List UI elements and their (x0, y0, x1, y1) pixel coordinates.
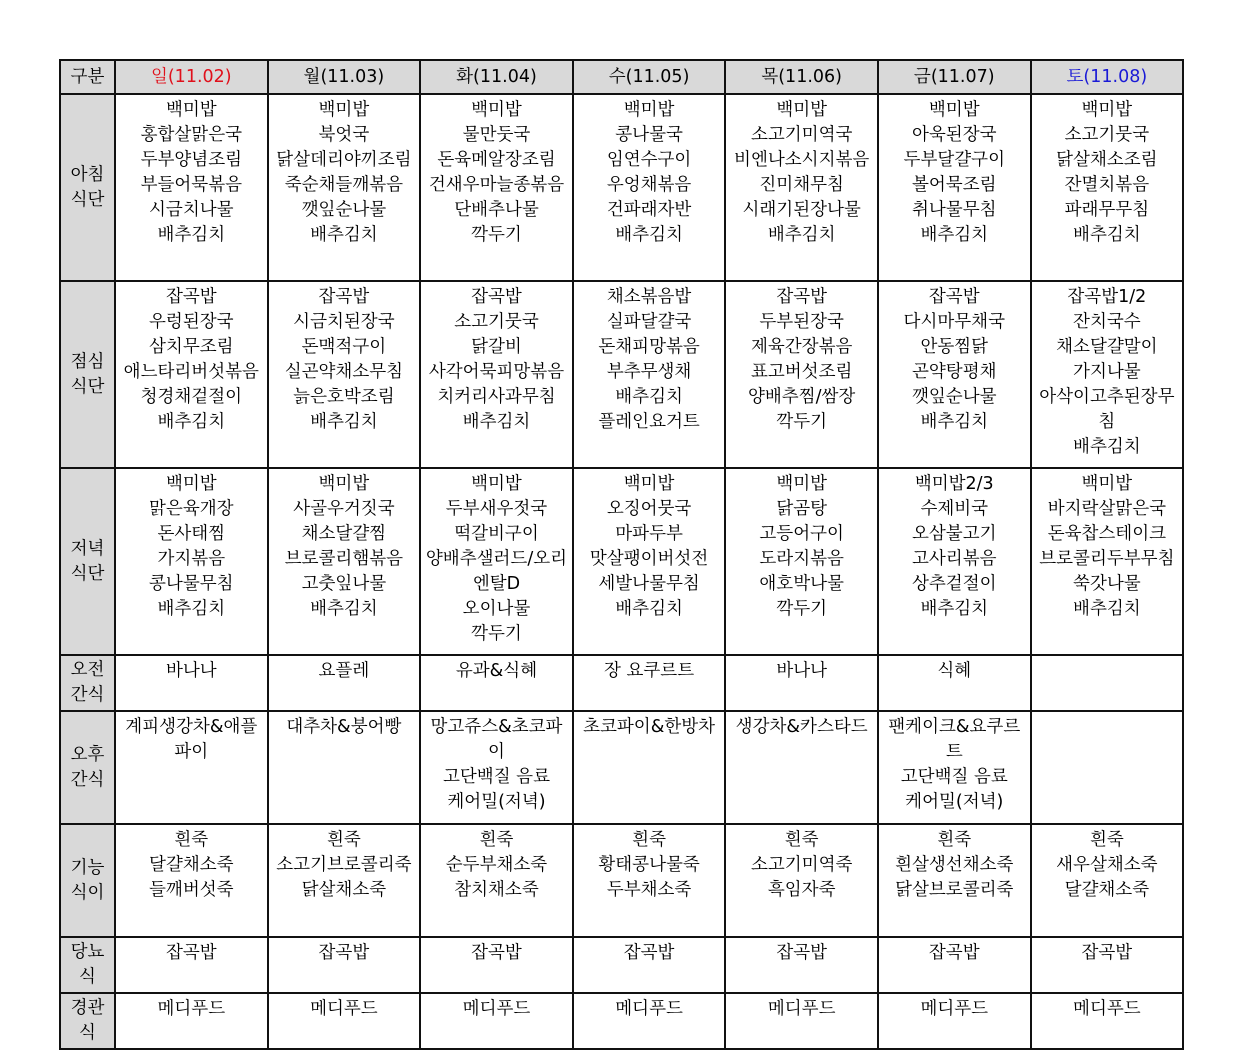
menu-line: 맛살팽이버섯전 (589, 549, 709, 569)
menu-line: 두부새우젓국 (445, 499, 548, 519)
menu-line: 배추김치 (310, 599, 378, 619)
menu-cell-functional-diet-sat (1031, 824, 1184, 937)
menu-line: 식 (79, 967, 96, 987)
menu-line: 닭살브로콜리죽 (895, 880, 1014, 900)
menu-line: 배추김치 (157, 599, 226, 619)
day-header-wed: 수(11.05) (573, 60, 726, 94)
menu-line: 달걀채소죽 (149, 855, 234, 875)
menu-line: 배추김치 (920, 225, 989, 245)
menu-line: 오삼불고기 (912, 524, 997, 544)
menu-line: 잡곡밥 (471, 943, 522, 963)
menu-line: 애느타리버섯볶음 (123, 362, 259, 382)
menu-line: 메디푸드 (1073, 999, 1141, 1019)
menu-cell-morning-snack-thu (725, 655, 878, 711)
header-row (60, 60, 1183, 94)
menu-line: 백미밥 (1081, 100, 1133, 120)
menu-cell-functional-diet-thu (725, 824, 878, 937)
menu-cell-functional-diet-tue (420, 824, 573, 937)
menu-line: 실곤약채소무침 (284, 362, 404, 382)
menu-line: 배추김치 (462, 412, 531, 432)
menu-line: 닭갈비 (471, 337, 522, 357)
menu-cell-functional-diet-mon (268, 824, 421, 937)
menu-line: 상추겉절이 (912, 574, 997, 594)
menu-line: 바나나 (776, 661, 828, 681)
row-label-breakfast (60, 94, 115, 281)
menu-line: 흰죽 (632, 830, 666, 850)
menu-line: 채소달걀말이 (1056, 337, 1158, 357)
day-header-sun: 일(11.02) (115, 60, 268, 94)
menu-line: 배추김치 (920, 599, 989, 619)
row-label-functional-diet (60, 824, 115, 937)
menu-line: 장 요쿠르트 (604, 661, 695, 681)
menu-line: 메디푸드 (157, 999, 226, 1019)
menu-line: 흰죽 (937, 830, 972, 850)
menu-cell-morning-snack-wed (573, 655, 726, 711)
row-label-tube-feeding (60, 993, 115, 1049)
menu-line: 백미밥 (165, 100, 217, 120)
table-row-afternoon-snack (60, 711, 1183, 824)
menu-cell-morning-snack-mon (268, 655, 421, 711)
menu-line: 맑은육개장 (149, 499, 234, 519)
table-row-tube-feeding (60, 993, 1183, 1049)
row-label-morning-snack (60, 655, 115, 711)
menu-line: 점심 (70, 351, 105, 372)
menu-line: 케어밀(저녁) (905, 792, 1004, 812)
menu-line: 깻잎순나물 (301, 200, 387, 220)
menu-line: 깍두기 (471, 624, 522, 644)
menu-line: 백미밥 (776, 474, 828, 494)
menu-line: 식이 (70, 882, 105, 903)
menu-line: 백미밥 (623, 100, 675, 120)
menu-line: 참치채소죽 (454, 880, 539, 900)
menu-line: 백미밥2/3 (914, 474, 994, 494)
menu-cell-diabetic-diet-sat (1031, 937, 1184, 993)
menu-line: 깍두기 (776, 599, 828, 619)
menu-line: 닭살채소조림 (1056, 150, 1158, 170)
menu-cell-diabetic-diet-fri (878, 937, 1031, 993)
menu-cell-breakfast-wed (573, 94, 726, 281)
menu-line: 잡곡밥 (776, 943, 828, 963)
table-row-lunch (60, 281, 1183, 468)
menu-line: 팬케이크&요쿠르트 (888, 717, 1021, 762)
menu-line: 삼치무조림 (149, 337, 234, 357)
menu-cell-diabetic-diet-tue (420, 937, 573, 993)
menu-line: 세발나물무침 (598, 574, 700, 594)
menu-cell-lunch-fri (878, 281, 1031, 468)
menu-line: 북엇국 (318, 125, 370, 145)
menu-cell-diabetic-diet-wed (573, 937, 726, 993)
menu-cell-dinner-sun (115, 468, 268, 655)
menu-line: 배추김치 (615, 387, 683, 407)
menu-line: 백미밥 (928, 100, 980, 120)
menu-line: 시래기된장나물 (742, 200, 861, 220)
menu-line: 표고버섯조림 (750, 362, 853, 382)
menu-cell-tube-feeding-sun (115, 993, 268, 1049)
menu-line: 간식 (70, 769, 105, 790)
menu-line: 시금치된장국 (293, 312, 395, 332)
menu-cell-afternoon-snack-wed (573, 711, 726, 824)
menu-line: 수제비국 (920, 499, 989, 519)
menu-line: 죽순채들깨볶음 (284, 175, 404, 195)
menu-line: 시금치나물 (149, 200, 234, 220)
menu-line: 소고기미역죽 (750, 855, 853, 875)
menu-line: 잡곡밥 (776, 287, 828, 307)
menu-line: 유과&식혜 (455, 661, 538, 681)
menu-line: 채소볶음밥 (606, 287, 692, 307)
menu-line: 고등어구이 (759, 524, 844, 544)
menu-cell-dinner-mon (268, 468, 421, 655)
menu-line: 닭곰탕 (776, 499, 828, 519)
menu-cell-breakfast-mon (268, 94, 421, 281)
menu-line: 임연수구이 (606, 150, 692, 170)
menu-line: 두부양념조림 (140, 150, 243, 170)
menu-line: 배추김치 (1073, 437, 1141, 457)
menu-line: 잡곡밥 (623, 943, 675, 963)
menu-line: 메디푸드 (615, 999, 683, 1019)
menu-line: 닭살데리야끼조림 (276, 150, 412, 170)
menu-line: 잔멸치볶음 (1064, 175, 1150, 195)
menu-cell-breakfast-sat (1031, 94, 1184, 281)
menu-line: 잡곡밥 (928, 943, 980, 963)
menu-line: 돈육메알장조림 (437, 150, 556, 170)
menu-line: 고사리볶음 (912, 549, 997, 569)
menu-cell-tube-feeding-mon (268, 993, 421, 1049)
menu-line: 바지락살맑은국 (1047, 499, 1167, 519)
menu-line: 곤약탕평채 (912, 362, 997, 382)
menu-line: 메디푸드 (767, 999, 836, 1019)
menu-line: 간식 (70, 685, 105, 705)
menu-line: 잔치국수 (1073, 312, 1141, 332)
menu-line: 오이나물 (462, 599, 531, 619)
menu-line: 흰죽 (174, 830, 209, 850)
menu-line: 소고기뭇국 (1064, 125, 1150, 145)
menu-cell-lunch-sun (115, 281, 268, 468)
menu-line: 고단백질 음료 (900, 767, 1008, 787)
menu-line: 깍두기 (471, 225, 522, 245)
menu-line: 아욱된장국 (912, 125, 997, 145)
menu-line: 배추김치 (310, 412, 378, 432)
menu-cell-lunch-thu (725, 281, 878, 468)
menu-cell-functional-diet-fri (878, 824, 1031, 937)
menu-line: 콩나물무침 (149, 574, 234, 594)
row-label-lunch (60, 281, 115, 468)
menu-line: 계피생강차&애플파이 (125, 717, 258, 762)
menu-line: 배추김치 (310, 225, 378, 245)
menu-line: 흰죽 (1089, 830, 1124, 850)
menu-line: 양배추샐러드/오리엔탈D (425, 549, 568, 594)
menu-cell-morning-snack-fri (878, 655, 1031, 711)
menu-line: 도라지볶음 (759, 549, 844, 569)
menu-line: 백미밥 (318, 100, 370, 120)
menu-line: 진미채무침 (759, 175, 844, 195)
menu-line: 배추김치 (615, 225, 683, 245)
menu-cell-lunch-wed (573, 281, 726, 468)
menu-line: 아삭이고추된장무침 (1039, 387, 1175, 432)
menu-line: 두부달걀구이 (903, 150, 1005, 170)
menu-line: 두부된장국 (759, 312, 844, 332)
menu-cell-tube-feeding-fri (878, 993, 1031, 1049)
menu-line: 가지볶음 (157, 549, 226, 569)
menu-line: 애호박나물 (759, 574, 844, 594)
menu-line: 고춧잎나물 (301, 574, 387, 594)
menu-cell-afternoon-snack-sat (1031, 711, 1184, 824)
menu-line: 건새우마늘종볶음 (428, 175, 565, 195)
table-row-functional-diet (60, 824, 1183, 937)
menu-line: 배추김치 (1073, 225, 1141, 245)
menu-line: 콩나물국 (615, 125, 683, 145)
menu-line: 배추김치 (767, 225, 836, 245)
menu-line: 채소달걀찜 (301, 524, 387, 544)
menu-line: 백미밥 (471, 100, 522, 120)
menu-line: 두부채소죽 (606, 880, 692, 900)
menu-line: 고단백질 음료 (442, 767, 550, 787)
day-header-fri: 금(11.07) (878, 60, 1031, 94)
menu-line: 소고기브로콜리죽 (276, 855, 412, 875)
menu-line: 케어밀(저녁) (447, 792, 546, 812)
menu-line: 돈육찹스테이크 (1047, 524, 1167, 544)
menu-cell-lunch-tue (420, 281, 573, 468)
menu-line: 메디푸드 (310, 999, 378, 1019)
menu-line: 돈채피망볶음 (598, 337, 700, 357)
menu-line: 오후 (70, 744, 105, 765)
menu-line: 닭살채소죽 (301, 880, 387, 900)
menu-line: 잡곡밥 (928, 287, 980, 307)
menu-line: 브로콜리두부무침 (1039, 549, 1175, 569)
menu-line: 사각어묵피망볶음 (428, 362, 565, 382)
menu-cell-afternoon-snack-sun (115, 711, 268, 824)
menu-line: 망고쥬스&초코파이 (430, 717, 563, 762)
menu-cell-lunch-mon (268, 281, 421, 468)
menu-cell-breakfast-fri (878, 94, 1031, 281)
table-row-morning-snack (60, 655, 1183, 711)
menu-line: 메디푸드 (462, 999, 531, 1019)
menu-cell-afternoon-snack-mon (268, 711, 421, 824)
menu-line: 경관 (70, 998, 105, 1018)
menu-line: 백미밥 (318, 474, 370, 494)
menu-line: 식단 (70, 189, 105, 210)
menu-cell-dinner-wed (573, 468, 726, 655)
menu-line: 흰죽 (784, 830, 819, 850)
menu-line: 브로콜리햄볶음 (284, 549, 404, 569)
menu-line: 배추김치 (920, 412, 989, 432)
menu-line: 마파두부 (615, 524, 683, 544)
menu-line: 안동찜닭 (920, 337, 989, 357)
menu-line: 양배추찜/쌈장 (748, 387, 856, 407)
menu-line: 백미밥 (623, 474, 675, 494)
menu-line: 가지나물 (1073, 362, 1141, 382)
menu-line: 흰죽 (479, 830, 514, 850)
menu-line: 백미밥 (165, 474, 217, 494)
menu-line: 식단 (70, 376, 105, 397)
menu-line: 새우살채소죽 (1056, 855, 1158, 875)
menu-cell-functional-diet-sun (115, 824, 268, 937)
menu-line: 소고기미역국 (750, 125, 853, 145)
menu-cell-afternoon-snack-tue (420, 711, 573, 824)
menu-line: 식단 (70, 563, 105, 584)
menu-line: 배추김치 (157, 412, 226, 432)
menu-line: 메디푸드 (920, 999, 989, 1019)
table-row-breakfast (60, 94, 1183, 281)
menu-line: 잡곡밥 (318, 287, 370, 307)
day-header-thu: 목(11.06) (725, 60, 878, 94)
menu-line: 사골우거짓국 (293, 499, 395, 519)
menu-line: 홍합살맑은국 (140, 125, 243, 145)
menu-line: 순두부채소죽 (445, 855, 548, 875)
menu-line: 떡갈비구이 (454, 524, 539, 544)
row-label-dinner (60, 468, 115, 655)
menu-line: 부추무생채 (606, 362, 692, 382)
menu-line: 백미밥 (471, 474, 522, 494)
menu-cell-dinner-fri (878, 468, 1031, 655)
table-row-diabetic-diet (60, 937, 1183, 993)
menu-line: 돈사태찜 (157, 524, 226, 544)
menu-line: 바나나 (165, 661, 217, 681)
menu-line: 비엔나소시지볶음 (734, 150, 870, 170)
menu-line: 배추김치 (615, 599, 683, 619)
menu-cell-afternoon-snack-fri (878, 711, 1031, 824)
menu-line: 잡곡밥 (1081, 943, 1133, 963)
menu-line: 청경채겉절이 (140, 387, 243, 407)
category-header: 구분 (60, 60, 115, 94)
menu-line: 흑임자죽 (767, 880, 836, 900)
menu-line: 잡곡밥 (165, 287, 217, 307)
menu-line: 요플레 (318, 661, 370, 681)
menu-line: 들깨버섯죽 (149, 880, 234, 900)
menu-cell-dinner-tue (420, 468, 573, 655)
menu-line: 잡곡밥1/2 (1067, 287, 1147, 307)
menu-line: 배추김치 (1073, 599, 1141, 619)
menu-cell-morning-snack-sun (115, 655, 268, 711)
menu-line: 잡곡밥 (318, 943, 370, 963)
menu-cell-diabetic-diet-thu (725, 937, 878, 993)
menu-cell-lunch-sat (1031, 281, 1184, 468)
menu-line: 저녁 (70, 538, 105, 559)
menu-cell-morning-snack-sat (1031, 655, 1184, 711)
menu-line: 우렁된장국 (149, 312, 234, 332)
menu-line: 대추차&붕어빵 (286, 717, 402, 737)
menu-cell-morning-snack-tue (420, 655, 573, 711)
menu-line: 늙은호박조림 (293, 387, 395, 407)
menu-cell-tube-feeding-wed (573, 993, 726, 1049)
menu-line: 기능 (70, 857, 105, 878)
menu-line: 다시마무채국 (903, 312, 1005, 332)
menu-line: 돈맥적구이 (301, 337, 387, 357)
menu-cell-functional-diet-wed (573, 824, 726, 937)
menu-line: 생강차&카스타드 (735, 717, 868, 737)
menu-cell-tube-feeding-tue (420, 993, 573, 1049)
menu-cell-breakfast-sun (115, 94, 268, 281)
menu-line: 파래무무침 (1064, 200, 1150, 220)
menu-line: 취나물무침 (912, 200, 997, 220)
menu-cell-dinner-thu (725, 468, 878, 655)
menu-cell-tube-feeding-sat (1031, 993, 1184, 1049)
menu-line: 백미밥 (776, 100, 828, 120)
menu-line: 식 (79, 1023, 96, 1043)
day-header-sat: 토(11.08) (1031, 60, 1184, 94)
menu-line: 부들어묵볶음 (140, 175, 243, 195)
menu-line: 오전 (70, 660, 105, 680)
weekly-menu-table (59, 59, 1184, 1050)
menu-line: 깍두기 (776, 412, 828, 432)
menu-line: 우엉채볶음 (606, 175, 692, 195)
menu-line: 아침 (70, 164, 105, 185)
menu-cell-tube-feeding-thu (725, 993, 878, 1049)
menu-line: 배추김치 (157, 225, 226, 245)
menu-line: 단배추나물 (454, 200, 539, 220)
menu-line: 식혜 (937, 661, 972, 681)
menu-line: 흰살생선채소죽 (895, 855, 1014, 875)
menu-cell-breakfast-thu (725, 94, 878, 281)
menu-line: 잡곡밥 (471, 287, 522, 307)
menu-cell-diabetic-diet-sun (115, 937, 268, 993)
table-row-dinner (60, 468, 1183, 655)
menu-line: 흰죽 (326, 830, 361, 850)
menu-line: 치커리사과무침 (437, 387, 556, 407)
menu-line: 실파달걀국 (606, 312, 692, 332)
menu-line: 백미밥 (1081, 474, 1133, 494)
day-header-tue: 화(11.04) (420, 60, 573, 94)
day-header-mon: 월(11.03) (268, 60, 421, 94)
menu-line: 플레인요거트 (598, 412, 700, 432)
menu-line: 제육간장볶음 (750, 337, 853, 357)
menu-line: 초코파이&한방차 (583, 717, 716, 737)
menu-cell-afternoon-snack-thu (725, 711, 878, 824)
menu-line: 달걀채소죽 (1064, 880, 1150, 900)
menu-line: 건파래자반 (606, 200, 692, 220)
row-label-afternoon-snack (60, 711, 115, 824)
row-label-diabetic-diet (60, 937, 115, 993)
menu-cell-diabetic-diet-mon (268, 937, 421, 993)
menu-line: 깻잎순나물 (912, 387, 997, 407)
menu-line: 볼어묵조림 (912, 175, 997, 195)
menu-line: 소고기뭇국 (454, 312, 539, 332)
menu-line: 잡곡밥 (165, 943, 217, 963)
menu-cell-breakfast-tue (420, 94, 573, 281)
menu-line: 황태콩나물죽 (598, 855, 700, 875)
menu-line: 당뇨 (70, 942, 105, 962)
menu-line: 쑥갓나물 (1073, 574, 1141, 594)
menu-line: 물만둣국 (462, 125, 531, 145)
menu-cell-dinner-sat (1031, 468, 1184, 655)
menu-line: 오징어뭇국 (606, 499, 692, 519)
